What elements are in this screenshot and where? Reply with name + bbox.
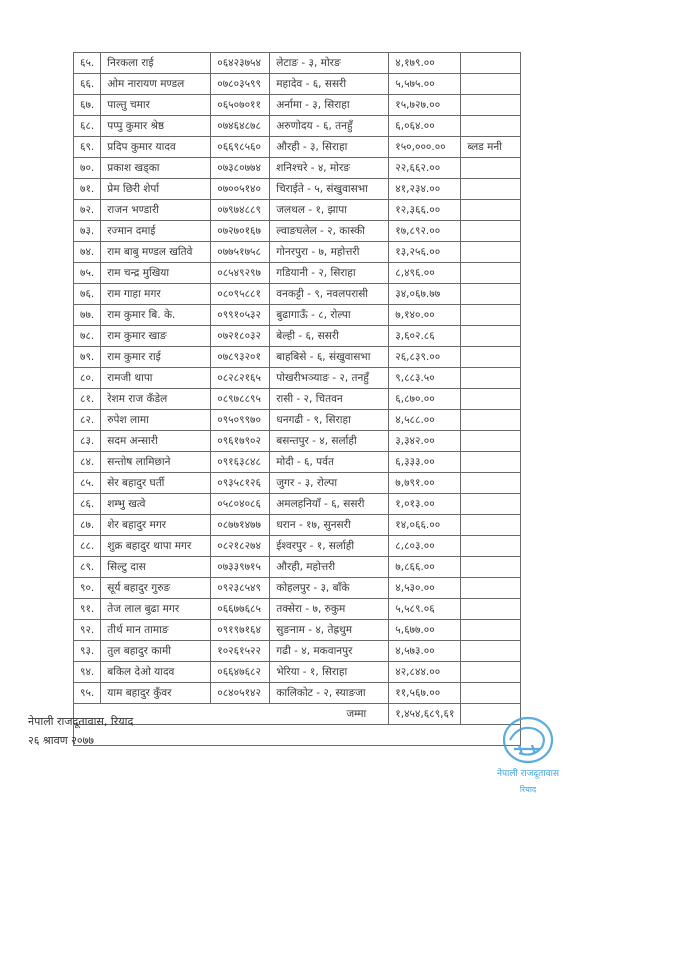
cell-sn: ७८. — [74, 326, 101, 347]
cell-remarks — [461, 452, 521, 473]
cell-remarks — [461, 53, 521, 74]
beneficiary-table — [73, 52, 521, 746]
table-row — [74, 557, 521, 578]
cell-remarks — [461, 410, 521, 431]
cell-phone: ०७८९३२०१ — [211, 347, 270, 368]
table-body — [74, 53, 521, 725]
cell-phone: ०७२१८०३२ — [211, 326, 270, 347]
cell-sn: ७०. — [74, 158, 101, 179]
cell-remarks — [461, 473, 521, 494]
cell-name: बकिल देओ यादव — [101, 662, 211, 683]
cell-sn: ८४. — [74, 452, 101, 473]
cell-name: राम कुमार खाङ — [101, 326, 211, 347]
cell-sn: ६९. — [74, 137, 101, 158]
cell-phone: ०७२७०१६७ — [211, 221, 270, 242]
cell-remarks: ब्लड मनी — [461, 137, 521, 158]
cell-phone: ०७७५१७५८ — [211, 242, 270, 263]
cell-name: राम कुमार बि. के. — [101, 305, 211, 326]
cell-name: शेर बहादुर मगर — [101, 515, 211, 536]
total-label: जम्मा — [74, 704, 389, 725]
cell-address: लेटाङ - ३, मोरङ — [270, 53, 389, 74]
cell-address: बुढागाऊँ - ८, रोल्पा — [270, 305, 389, 326]
cell-phone: ०७८०३५९९ — [211, 74, 270, 95]
cell-sn: ८७. — [74, 515, 101, 536]
table-row — [74, 221, 521, 242]
cell-address: धरान - १७, सुनसरी — [270, 515, 389, 536]
cell-sn: ९३. — [74, 641, 101, 662]
cell-phone: ०८४०५१४२ — [211, 683, 270, 704]
cell-amount: १,०१३.०० — [389, 494, 461, 515]
cell-address: अर्नामा - ३, सिराहा — [270, 95, 389, 116]
cell-sn: ९५. — [74, 683, 101, 704]
cell-name: तेज लाल बुढा मगर — [101, 599, 211, 620]
cell-amount: ८,४९६.०० — [389, 263, 461, 284]
table-footer — [74, 725, 521, 746]
document-footer — [28, 712, 133, 750]
cell-phone: ०८२८२१६५ — [211, 368, 270, 389]
cell-phone: ०८७७१४७७ — [211, 515, 270, 536]
cell-amount: ३४,०६७.७७ — [389, 284, 461, 305]
cell-phone: ०८५४९२९७ — [211, 263, 270, 284]
cell-name: राम कुमार राई — [101, 347, 211, 368]
cell-phone: ०६४२३७५४ — [211, 53, 270, 74]
cell-phone: ०८२१८२७४ — [211, 536, 270, 557]
cell-address: औरही, महोत्तरी — [270, 557, 389, 578]
cell-phone: ०८९७८८९५ — [211, 389, 270, 410]
table-row — [74, 452, 521, 473]
cell-name: राजन भण्डारी — [101, 200, 211, 221]
cell-address: चिराईते - ५, संखुवासभा — [270, 179, 389, 200]
table-row — [74, 347, 521, 368]
cell-address: महादेव - ६, ससरी — [270, 74, 389, 95]
cell-name: शुक्र बहादुर थापा मगर — [101, 536, 211, 557]
cell-name: पप्पु कुमार श्रेष्ठ — [101, 116, 211, 137]
cell-name: राम बाबु मण्डल खतिवे — [101, 242, 211, 263]
cell-name: तीर्थ मान तामाङ — [101, 620, 211, 641]
cell-name: प्रदिप कुमार यादव — [101, 137, 211, 158]
cell-amount: ६,८७०.०० — [389, 389, 461, 410]
cell-amount: ५,५७५.०० — [389, 74, 461, 95]
cell-remarks — [461, 221, 521, 242]
cell-remarks — [461, 305, 521, 326]
cell-sn: ७३. — [74, 221, 101, 242]
cell-remarks — [461, 578, 521, 599]
table-row — [74, 410, 521, 431]
cell-amount: ४२,८४४.०० — [389, 662, 461, 683]
office-name: नेपाली राजदूतावास, रियाद — [28, 715, 134, 728]
cell-sn: ८५. — [74, 473, 101, 494]
cell-amount: ६,०६४.०० — [389, 116, 461, 137]
cell-phone: ०६६९८५६० — [211, 137, 270, 158]
cell-name: प्रेम छिरी शेर्पा — [101, 179, 211, 200]
blank-cell — [74, 725, 521, 746]
cell-name: रज्मान दमाई — [101, 221, 211, 242]
cell-remarks — [461, 158, 521, 179]
cell-remarks — [461, 599, 521, 620]
table-row — [74, 74, 521, 95]
cell-address: बसन्तपुर - ४, सर्लाही — [270, 431, 389, 452]
cell-address: धनगढी - ९, सिराहा — [270, 410, 389, 431]
cell-amount: ८,८०३.०० — [389, 536, 461, 557]
cell-sn: ९०. — [74, 578, 101, 599]
cell-remarks — [461, 620, 521, 641]
cell-name: निरकला राई — [101, 53, 211, 74]
cell-address: जुगर - ३, रोल्पा — [270, 473, 389, 494]
cell-amount: १४,०६६.०० — [389, 515, 461, 536]
cell-sn: ९२. — [74, 620, 101, 641]
cell-address: अरुणोदय - ६, तनहुँ — [270, 116, 389, 137]
cell-amount: ७,८६६.०० — [389, 557, 461, 578]
table-row — [74, 179, 521, 200]
cell-address: कालिकोट - २, स्याङजा — [270, 683, 389, 704]
embassy-seal — [488, 712, 568, 802]
cell-name: तुल बहादुर कामी — [101, 641, 211, 662]
cell-remarks — [461, 200, 521, 221]
cell-sn: ७५. — [74, 263, 101, 284]
cell-address: गोनरपुरा - ७, महोत्तरी — [270, 242, 389, 263]
cell-amount: ४,५८८.०० — [389, 410, 461, 431]
cell-amount: २६,८३९.०० — [389, 347, 461, 368]
cell-amount: ९,८८३.५० — [389, 368, 461, 389]
cell-remarks — [461, 326, 521, 347]
table-row — [74, 137, 521, 158]
cell-sn: ८०. — [74, 368, 101, 389]
cell-address: सुङनाम - ४, तेह्रथुम — [270, 620, 389, 641]
cell-remarks — [461, 431, 521, 452]
cell-address: पोखरीभञ्याङ - २, तनहुँ — [270, 368, 389, 389]
cell-address: रासी - २, चितवन — [270, 389, 389, 410]
cell-address: ईश्वरपुर - १, सर्लाही — [270, 536, 389, 557]
cell-amount: ४१,२३४.०० — [389, 179, 461, 200]
cell-sn: ८९. — [74, 557, 101, 578]
cell-sn: ६८. — [74, 116, 101, 137]
cell-amount: ५,६७७.०० — [389, 620, 461, 641]
cell-remarks — [461, 515, 521, 536]
seal-emblem — [510, 728, 544, 755]
cell-sn: ७४. — [74, 242, 101, 263]
cell-phone: ०८०९५८८१ — [211, 284, 270, 305]
cell-remarks — [461, 641, 521, 662]
cell-name: याम बहादुर कुँवर — [101, 683, 211, 704]
cell-remarks — [461, 494, 521, 515]
cell-amount: २२,६६२.०० — [389, 158, 461, 179]
cell-sn: ८३. — [74, 431, 101, 452]
cell-name: ओम नारायण मण्डल — [101, 74, 211, 95]
cell-sn: ८६. — [74, 494, 101, 515]
document-date: २६ श्रावण २०७७ — [28, 734, 95, 747]
cell-remarks — [461, 662, 521, 683]
cell-phone: ०६५०७०११ — [211, 95, 270, 116]
cell-name: सिल्टु दास — [101, 557, 211, 578]
cell-phone: ०९६१७९०२ — [211, 431, 270, 452]
cell-name: सूर्य बहादुर गुरुङ — [101, 578, 211, 599]
table-row — [74, 578, 521, 599]
cell-phone: ०७३३९७१५ — [211, 557, 270, 578]
cell-name: राम चन्द्र मुखिया — [101, 263, 211, 284]
cell-name: प्रकाश खड्का — [101, 158, 211, 179]
cell-amount: १५०,०००.०० — [389, 137, 461, 158]
cell-name: सेर बहादुर घर्ती — [101, 473, 211, 494]
cell-remarks — [461, 683, 521, 704]
cell-sn: ७७. — [74, 305, 101, 326]
seal-text-1: नेपाली राजदूतावास — [496, 769, 560, 779]
cell-amount: १५,७२७.०० — [389, 95, 461, 116]
cell-amount: ४,५३०.०० — [389, 578, 461, 599]
cell-amount: ११,५६७.०० — [389, 683, 461, 704]
cell-sn: ८१. — [74, 389, 101, 410]
cell-amount: ४,५७३.०० — [389, 641, 461, 662]
table-row — [74, 368, 521, 389]
cell-address: बाहबिसे - ६, संखुवासभा — [270, 347, 389, 368]
cell-sn: ९४. — [74, 662, 101, 683]
cell-phone: ०७४६४८७८ — [211, 116, 270, 137]
cell-address: गढी - ४, मकवानपुर — [270, 641, 389, 662]
cell-name: सदम अन्सारी — [101, 431, 211, 452]
cell-address: औरही - ३, सिराहा — [270, 137, 389, 158]
cell-remarks — [461, 74, 521, 95]
table-row — [74, 473, 521, 494]
cell-phone: ०९३५८१२६ — [211, 473, 270, 494]
table-row — [74, 620, 521, 641]
cell-phone: ०५८०४०८६ — [211, 494, 270, 515]
seal-text-2: रियाद — [519, 785, 537, 794]
cell-sn: ७१. — [74, 179, 101, 200]
cell-address: शनिश्चरे - ४, मोरङ — [270, 158, 389, 179]
table-row — [74, 641, 521, 662]
cell-address: वनकट्टी - ९, नवलपरासी — [270, 284, 389, 305]
table-row — [74, 389, 521, 410]
cell-sn: ६७. — [74, 95, 101, 116]
blank-row — [74, 725, 521, 746]
cell-sn: ७६. — [74, 284, 101, 305]
table-row — [74, 683, 521, 704]
cell-remarks — [461, 347, 521, 368]
cell-sn: ७२. — [74, 200, 101, 221]
cell-name: रामजी थापा — [101, 368, 211, 389]
cell-address: कोहलपुर - ३, बाँके — [270, 578, 389, 599]
table-row — [74, 536, 521, 557]
cell-remarks — [461, 389, 521, 410]
table-row — [74, 599, 521, 620]
cell-name: सन्तोष लामिछाने — [101, 452, 211, 473]
cell-amount: १३,२५६.०० — [389, 242, 461, 263]
cell-phone: ०७००५१४० — [211, 179, 270, 200]
cell-remarks — [461, 536, 521, 557]
table-row — [74, 494, 521, 515]
table-row — [74, 515, 521, 536]
cell-phone: ०७३८०७७४ — [211, 158, 270, 179]
cell-sn: ९१. — [74, 599, 101, 620]
cell-remarks — [461, 263, 521, 284]
table-row — [74, 431, 521, 452]
table-row — [74, 326, 521, 347]
cell-phone: ०६६४७६८२ — [211, 662, 270, 683]
table-row — [74, 53, 521, 74]
cell-phone: ०६६७७६८५ — [211, 599, 270, 620]
table-row — [74, 200, 521, 221]
table-row — [74, 95, 521, 116]
cell-remarks — [461, 557, 521, 578]
cell-address: तक्सेरा - ७, रुकुम — [270, 599, 389, 620]
cell-sn: ७९. — [74, 347, 101, 368]
cell-address: बेल्ही - ६, ससरी — [270, 326, 389, 347]
cell-address: ल्वाङघलेल - २, कास्की — [270, 221, 389, 242]
cell-remarks — [461, 368, 521, 389]
cell-name: रेशम राज कँडेल — [101, 389, 211, 410]
cell-name: राम गाहा मगर — [101, 284, 211, 305]
cell-amount: ७,७९१.०० — [389, 473, 461, 494]
cell-remarks — [461, 242, 521, 263]
cell-remarks — [461, 116, 521, 137]
cell-address: अमलहनियाँ - ६, ससरी — [270, 494, 389, 515]
cell-sn: ६५. — [74, 53, 101, 74]
cell-phone: ०९१९७१६४ — [211, 620, 270, 641]
cell-phone: ०९२३८५४९ — [211, 578, 270, 599]
cell-sn: ६६. — [74, 74, 101, 95]
cell-remarks — [461, 179, 521, 200]
cell-amount: ३,३४२.०० — [389, 431, 461, 452]
cell-sn: ८८. — [74, 536, 101, 557]
cell-phone: ०९९१०५३२ — [211, 305, 270, 326]
cell-amount: ५,५८९.०६ — [389, 599, 461, 620]
cell-amount: ३,६०२.८६ — [389, 326, 461, 347]
table-row — [74, 305, 521, 326]
cell-amount: ७,१४०.०० — [389, 305, 461, 326]
cell-address: मोदी - ६, पर्वत — [270, 452, 389, 473]
cell-address: भेरिया - १, सिराहा — [270, 662, 389, 683]
cell-phone: ०९५०९९७० — [211, 410, 270, 431]
table-row — [74, 158, 521, 179]
cell-address: गडियानी - २, सिराहा — [270, 263, 389, 284]
cell-phone: ०९१६३८४८ — [211, 452, 270, 473]
cell-name: शम्भु खत्वे — [101, 494, 211, 515]
cell-remarks — [461, 95, 521, 116]
table-row — [74, 263, 521, 284]
table-row — [74, 242, 521, 263]
table-row — [74, 284, 521, 305]
cell-sn: ८२. — [74, 410, 101, 431]
cell-name: पाल्तु चमार — [101, 95, 211, 116]
cell-phone: १०२६१५२२ — [211, 641, 270, 662]
table-row — [74, 116, 521, 137]
cell-address: जलथल - १, झापा — [270, 200, 389, 221]
cell-remarks — [461, 284, 521, 305]
total-amount: १,४५४,६८९,६१ — [389, 704, 461, 725]
cell-amount: १७,८९२.०० — [389, 221, 461, 242]
cell-amount: ४,१७९.०० — [389, 53, 461, 74]
total-row — [74, 704, 521, 725]
cell-name: रुपेश लामा — [101, 410, 211, 431]
cell-phone: ०७९७४८८९ — [211, 200, 270, 221]
table-row — [74, 662, 521, 683]
cell-amount: १२,३६६.०० — [389, 200, 461, 221]
cell-amount: ६,३३३.०० — [389, 452, 461, 473]
